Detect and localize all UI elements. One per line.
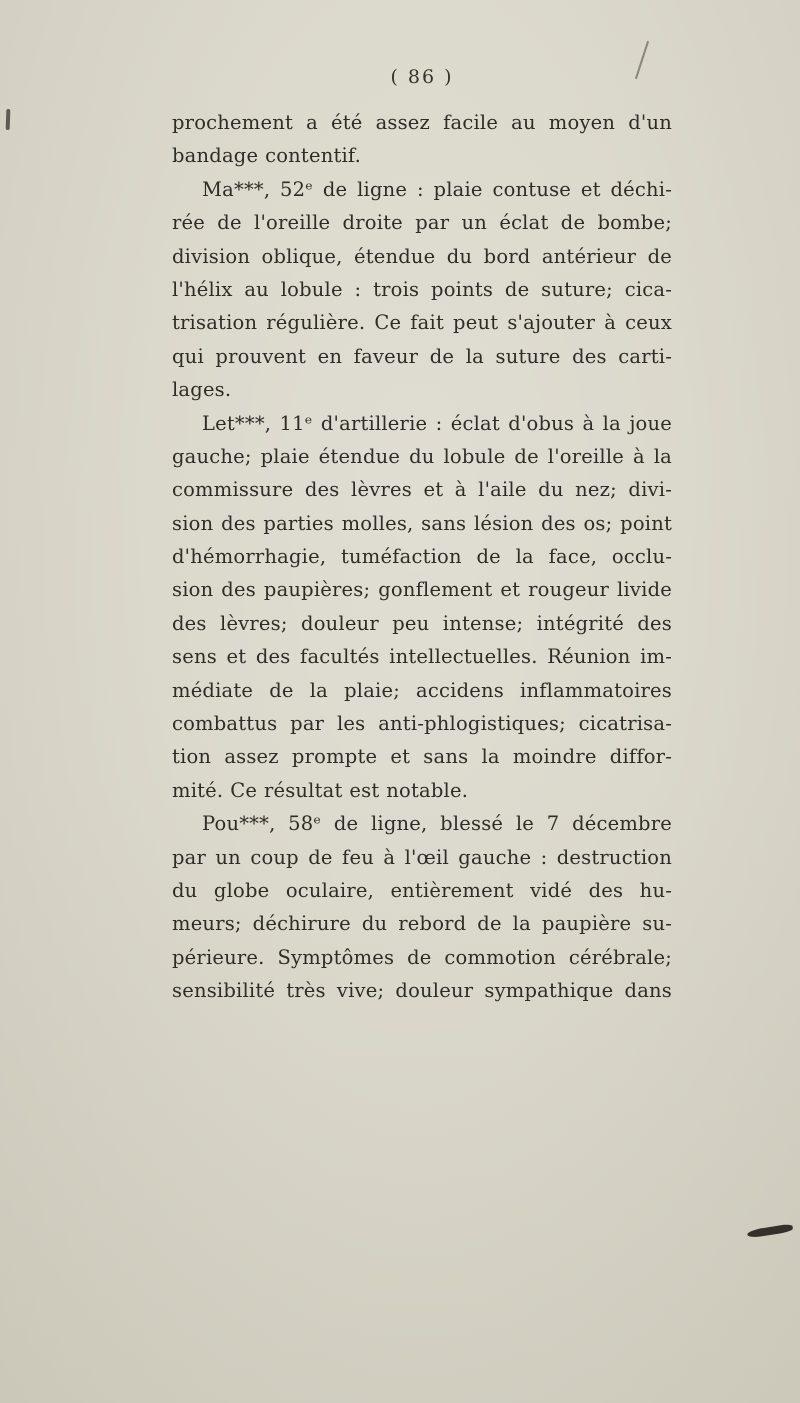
- paragraph: [172, 173, 672, 407]
- scan-artifact-bottom-right: [747, 1223, 794, 1238]
- text-line: l'hélix au lobule : trois points de suture; cica-: [172, 277, 672, 301]
- text-line: mité. Ce résultat est notable.: [172, 778, 469, 802]
- paragraph: [172, 807, 672, 1007]
- text-line: sion des paupières; gonflement et rougeur livide: [172, 578, 672, 602]
- text-line: sens et des facultés intellectuelles. Réunion im-: [172, 645, 672, 669]
- text-line: médiate de la plaie; accidens inflammatoires: [172, 678, 672, 702]
- scan-artifact-left-margin: [6, 109, 11, 130]
- text-line: tion assez prompte et sans la moindre diffor-: [172, 745, 672, 769]
- text-line: périeure. Symptômes de commotion cérébrale;: [172, 945, 672, 969]
- text-line: division oblique, étendue du bord antérieur de: [172, 244, 672, 268]
- text-line: sensibilité très vive; douleur sympathique dans: [172, 979, 672, 1003]
- text-line: commissure des lèvres et à l'aile du nez; divi-: [172, 478, 672, 502]
- text-line: Pou***, 58ᵉ de ligne, blessé le 7 décembre: [202, 812, 672, 836]
- text-line: bandage contentif.: [172, 144, 362, 168]
- text-line: combattus par les anti-phlogistiques; cicatrisa-: [172, 712, 672, 736]
- text-line: des lèvres; douleur peu intense; intégrité des: [172, 611, 672, 635]
- text-line: rée de l'oreille droite par un éclat de bombe;: [172, 211, 672, 235]
- text-line: Ma***, 52ᵉ de ligne : plaie contuse et déchi-: [202, 177, 672, 201]
- text-line: lages.: [172, 378, 232, 402]
- text-line: prochement a été assez facile au moyen d'un: [172, 111, 672, 134]
- text-line: sion des parties molles, sans lésion des os; point: [172, 511, 672, 535]
- text-line: meurs; déchirure du rebord de la paupière su-: [172, 912, 672, 936]
- paragraph: [172, 106, 672, 173]
- text-line: qui prouvent en faveur de la suture des carti-: [172, 344, 672, 368]
- text-line: du globe oculaire, entièrement vidé des hu-: [172, 878, 672, 902]
- text-line: Let***, 11ᵉ d'artillerie : éclat d'obus à la joue: [202, 411, 672, 435]
- text-line: trisation régulière. Ce fait peut s'ajouter à ceux: [172, 311, 672, 335]
- paragraph: [172, 407, 672, 808]
- text-line: gauche; plaie étendue du lobule de l'oreille à la: [172, 444, 672, 468]
- text-block: [172, 106, 672, 1008]
- text-line: par un coup de feu à l'œil gauche : destruction: [172, 845, 672, 869]
- page-number: ( 86 ): [390, 66, 454, 88]
- text-line: d'hémorrhagie, tuméfaction de la face, occlu-: [172, 545, 672, 569]
